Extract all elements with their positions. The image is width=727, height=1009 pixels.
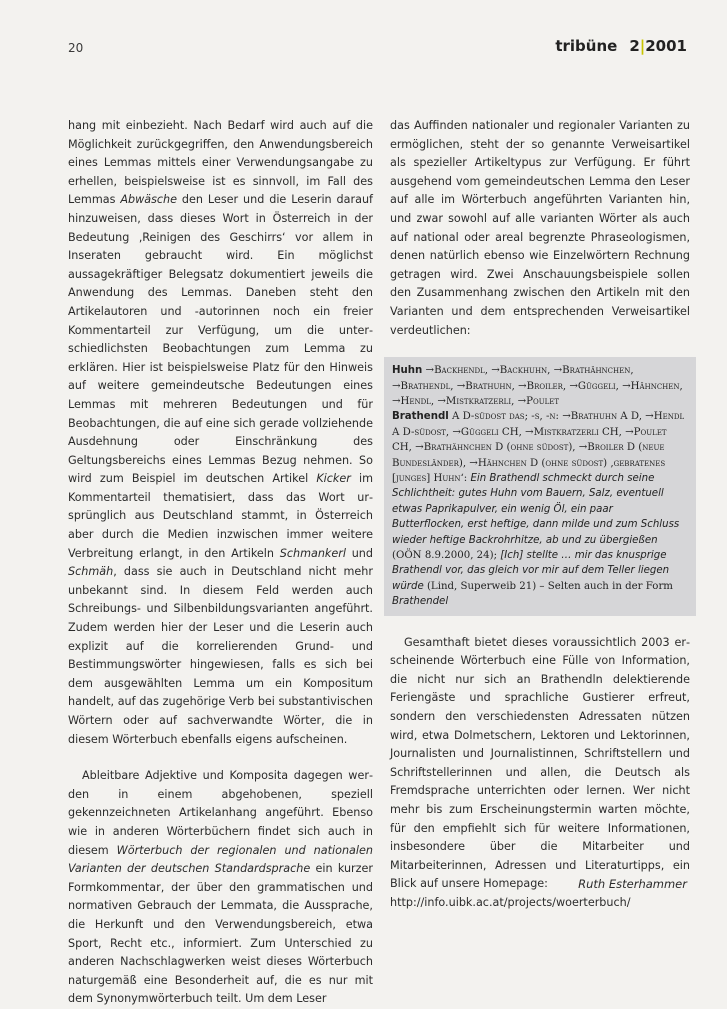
lemma-huhn-references: →Backhendl, →Backhuhn, →Brathähnchen, →Brathendl, →Brathuhn, →Broiler, →Güggeli, →Hähnchen, →Hendl, →Mistkratzerli, →Poulet [392,365,683,407]
issue-year: 2001 [645,37,687,55]
term-schmaeh: Schmäh [68,565,114,579]
dictionary-title: Wörterbuch der regionalen und nationalen Varianten der deutschen Standardsprache [68,843,373,876]
citation-source: (Lind, Superweib 21) – Selten auch in der Form [423,580,673,592]
citation-source: (OÖN 8.9.2000, 24); [392,550,501,561]
issue-number: 2 [629,37,640,55]
homepage-link[interactable]: http://info.uibk.ac.at/projects/woerterbuch/ [390,895,631,909]
lemma-brathendl: Brathendl [392,411,449,423]
dictionary-example-box [384,357,696,616]
left-column [68,117,373,1009]
paragraph: Gesamthaft bietet dieses voraussichtlich 2003 erscheinende Wörterbuch eine Fülle von Information, die nicht nur sich an Brathendln delektierende Feriengäste und sprachliche Gustierer erfreut, sondern den verschiedensten Adressaten nützen wird, etwa Dolmetschern, Lektoren und Lektorinnen, Journalisten und Journalistinnen, Schriftstellern und Schriftstellerinnen und allen, die Deutsch als Fremdsprache unterrichten oder lernen. Wer nicht mehr bis zum Erscheinungstermin warten möchte, für den empfiehlt sich für weitere Informationen, insbesondere über die Mitarbeiter und Mitarbeiterinnen, Adressen und Literaturtipps, ein Blick auf unsere Homepage: [390,635,690,891]
page-number: 20 [68,41,84,55]
variant-form: Brathendel [392,596,449,608]
author-signature: Ruth Esterhammer [578,877,687,891]
journal-name: tribüne [555,37,618,55]
journal-header [555,37,687,55]
citation: Ein Brathendl schmeckt durch seine Schlichtheit: gutes Huhn vom Bauern, Salz, eventuell etwas Paprikapulver, ein wenig Öl, ein paar Butterflocken, erst heftige, dann milde und zum Schluss wieder heftige Backrohrhitze, ab und zu übergießen [392,472,680,546]
paragraph: hang mit einbezieht. Nach Bedarf wird auch auf die Möglichkeit zurückgegriffen, den Anwendungsbereich eines Lemmas mittels einer Verwendungsangabe zu erhellen, beispielsweise ist es sinnvoll, im Fall des Lemmas Abwäsche den Leser und die Leserin darauf hinzuweisen, dass dieses Wort in Österreich in der Bedeutung ‚Reinigen des Geschirrs‘ vor allem in Inseraten gebraucht wird. Ein möglichst aussagekräftiger Belegsatz dokumentiert jeweils die Anwendung des Lemmas. Daneben steht den Artikelautoren und -autorinnen noch ein freier Kommentarteil zur Verfügung, um die unterschiedlichsten Beobachtungen zum Lemma zu erklären. Hier ist beispielsweise Platz für den Hinweis auf weitere gemeindeutsche Bedeutungen eines Lemmas mit mehreren Bedeutungen und für Beobachtungen, die auf eine sich gerade vollziehende Ausdehnung oder Einschränkung des Geltungsbereichs eines Lemmas Bezug nehmen. So wird zum Beispiel im deutschen Artikel Kicker im Kommentarteil thematisiert, dass das Wort ursprünglich aus Deutschland stammt, in Österreich aber durch die Medien inzwischen immer weitere Verbreitung erlangt, in den Artikeln Schmankerl und Schmäh, dass sie auch in Deutschland nicht mehr unbekannt sind. In diesem Feld werden auch Schreibungs- und Silbenbildungsvarianten angeführt. Zudem werden hier der Leser und die Leserin auch explizit auf die korrelierenden Grund- und Bestimmungswörter hingewiesen, falls es sich bei dem ausgewählten Lemma um ein Kompositum handelt, auf das zugehörige Verb bei substantivischen Wörtern oder auf sachverwandte Wörter, die in diesem Wörterbuch ebenfalls eigens aufscheinen. [68,119,373,746]
citation: [Ich] stellte … mir das knusprige Brathendl vor, das gleich vor mir auf dem Teller liegen würde [392,550,670,592]
issue-separator: | [639,37,646,55]
term-abwaesche: Abwäsche [120,193,178,207]
term-kicker: Kicker [316,472,351,486]
issue-label [629,37,687,55]
right-column [390,117,690,913]
paragraph: das Auffinden nationaler und regionaler Varianten zu ermöglichen, steht der so genannte Verweisartikel als spezieller Artikeltypus zur Verfügung. Er führt ausgehend vom gemeindeutschen Lemma den Leser auf alle im Wörterbuch angeführten Varianten hin, und zwar sowohl auf alle varianten Wörter als auch auf national oder areal begrenzte Phraseologismen, denen natürlich ebenso wie Einzelwörtern Rechnung getragen wird. Zwei Anschauungsbeispiele sollen den Zusammenhang zwischen den Artikeln mit den Varianten und dem entsprechenden Verweisartikel verdeutlichen: [390,119,690,337]
paragraph: Ableitbare Adjektive und Komposita dagegen werden in einem abgehobenen, speziell gekennzeichneten Artikelanhang angeführt. Ebenso wie in anderen Wörterbüchern findet sich auch in diesem Wörterbuch der regionalen und nationalen Varianten der deutschen Standardsprache ein kurzer Formkommentar, der über den grammatischen und normativen Gebrauch der Lemmata, die Aussprache, die Herkunft und den Verwendungsbereich, etwa Sport, Recht etc., informiert. Zum Unterschied zu anderen Nachschlagwerken weist dieses Wörterbuch naturgemäß eine Besonderheit auf, die es nur mit dem Synonymwörterbuch teilt. Um dem Leser [68,769,374,1006]
term-schmankerl: Schmankerl [279,546,346,560]
lemma-huhn: Huhn [392,365,423,377]
lemma-brathendl-body: A D-südost das; -s, -n: →Brathuhn A D, →Hendl A D-südost, →Güggeli CH, →Mistkratzerli CH, →Poulet CH, →Brathähnchen D (ohne südost), →Broiler D (neue Bundesländer), →Hähnchen D (ohne südost) ‚gebratenes [junges] Huhn‘: [392,411,685,484]
